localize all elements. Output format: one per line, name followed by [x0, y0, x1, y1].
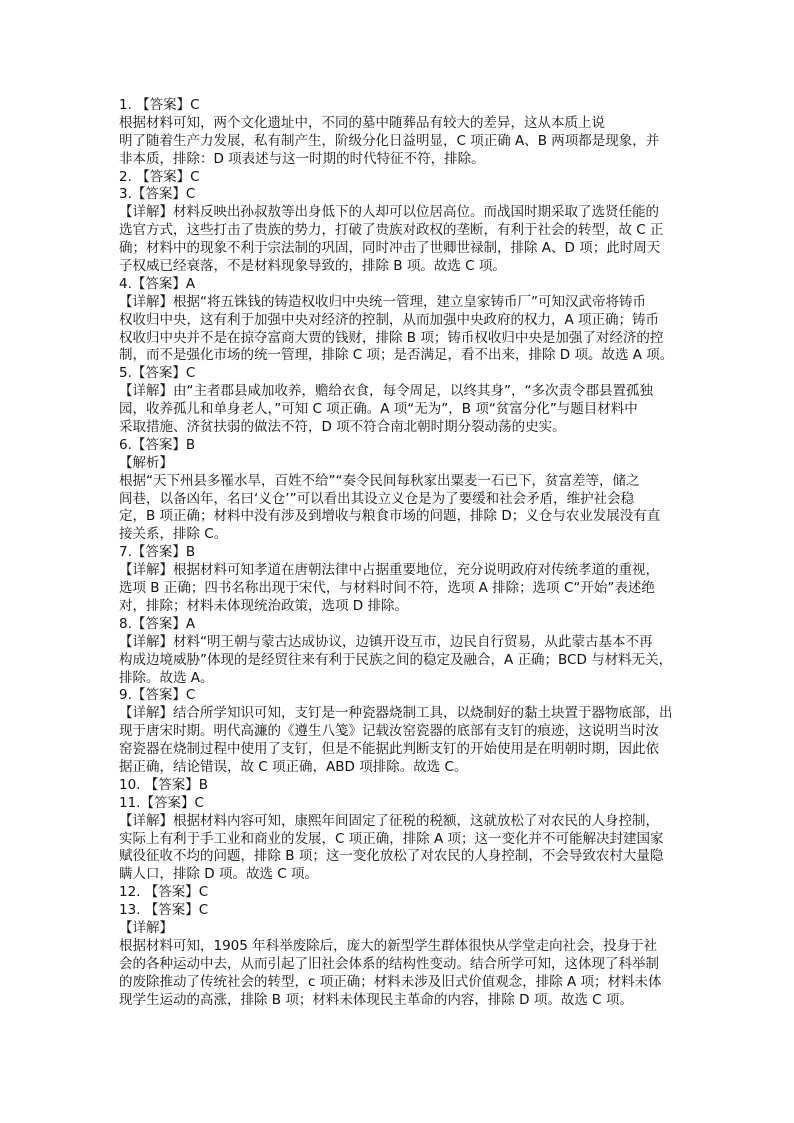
- answer-line: 1. 【答案】C: [119, 97, 200, 113]
- answer-line: 权收归中央，这有利于加强中央对经济的控制，从而加强中央政府的权力，A 项正确；铸币: [119, 311, 660, 328]
- answer-line: 园，收养孤儿和单身老人，”可知 C 项正确。A 项“无为”，B 项“贫富分化”与题目材料中: [119, 401, 638, 418]
- answer-line: 实际上有利于手工业和商业的发展，C 项正确，排除 A 项；这一变化并不可能解决封建国家: [119, 830, 664, 847]
- answer-line: 非本质，排除：D 项表述与这一时期的时代特征不符，排除。: [119, 150, 485, 167]
- answer-line: 【详解】由“主者郡县咸加收养，赡给衣食，每令周足，以终其身”，“多次责令郡县置孤独: [119, 383, 653, 400]
- answer-line: 制，而不是强化市场的统一管理，排除 C 项；是否满足，看不出来，排除 D 项。故选 A 项。: [119, 347, 674, 364]
- answer-line: 11.【答案】C: [119, 794, 204, 811]
- answer-line: 【详解】: [119, 919, 173, 936]
- answer-line: 据正确，结论错误，故 C 项正确，ABD 项排除。故选 C。: [119, 758, 468, 775]
- answer-line: 2. 【答案】C: [119, 168, 200, 185]
- answer-line: 接关系，排除 C。: [119, 526, 228, 543]
- answer-line: 8.【答案】A: [119, 615, 196, 632]
- answer-line: 会的各种运动中去，从而引起了旧社会体系的结构性变动。结合所学可知，这体现了科举制: [119, 955, 659, 972]
- answer-line: 根据“天下州县多罹水旱，百姓不给”“奏令民间每秋家出粟麦一石已下，贫富差等，储之: [119, 472, 640, 489]
- answer-line: 赋役征收不均的问题，排除 B 项；这一变化放松了对农民的人身控制，不会导致农村大量隐: [119, 848, 664, 865]
- answer-line: 【解析】: [119, 454, 173, 471]
- answer-line: 13. 【答案】C: [119, 902, 209, 919]
- answer-line: 构成边境威胁”体现的是经贸往来有利于民族之间的稳定及融合，A 正确；BCD 与材料无关，: [119, 651, 673, 668]
- answer-line: 闾巷，以备凶年，名曰‘义仓’”可以看出其设立义仓是为了要缓和社会矛盾，维护社会稳: [119, 490, 635, 507]
- answer-line: 5.【答案】C: [119, 365, 196, 382]
- answer-line: 【详解】根据材料内容可知，康熙年间固定了征税的税额，这就放松了对农民的人身控制，: [119, 812, 659, 829]
- answer-line: 明了随着生产力发展，私有制产生，阶级分化日益明显，C 项正确 A、B 两项都是现象，并: [119, 132, 660, 149]
- answer-line: 9.【答案】C: [119, 687, 196, 704]
- answer-line: 【详解】结合所学知识可知，支钉是一种瓷器烧制工具，以烧制好的黏土块置于器物底部，出: [119, 705, 673, 722]
- answer-line: 对，排除；材料未体现统治政策，选项 D 排除。: [119, 597, 408, 614]
- answer-line: 窑瓷器在烧制过程中使用了支钉，但是不能据此判断支钉的开始使用是在明朝时期，因此依: [119, 741, 659, 758]
- answer-line: 12. 【答案】C: [119, 884, 209, 901]
- answer-line: 根据材料可知，两个文化遗址中，不同的墓中随葬品有较大的差异，这从本质上说: [119, 114, 605, 131]
- answer-line: 4.【答案】A: [119, 275, 196, 292]
- answer-line: 选项 B 正确；四书名称出现于宋代，与材料时间不符，选项 A 排除；选项 C“开始”表述绝: [119, 580, 655, 597]
- answer-line: 排除。故选 A。: [119, 669, 214, 686]
- answer-document: [119, 97, 679, 1009]
- answer-line: 根据材料可知，1905 年科举废除后，庞大的新型学生群体很快从学堂走向社会，投身于社: [119, 937, 658, 954]
- answer-line: 定，B 项正确；材料中没有涉及到增收与粮食市场的问题，排除 D；义仓与农业发展没有直: [119, 508, 661, 525]
- answer-line: 瞒人口，排除 D 项。故选 C 项。: [119, 866, 318, 883]
- answer-line: 现学生运动的高涨，排除 B 项；材料未体现民主革命的内容，排除 D 项。故选 C 项。: [119, 991, 633, 1008]
- answer-line: 权收归中央并不是在掠夺富商大贾的钱财，排除 B 项；铸币权收归中央是加强了对经济的控: [119, 329, 664, 346]
- answer-line: 采取措施、济贫扶弱的做法不符，D 项不符合南北朝时期分裂动荡的史实。: [119, 419, 566, 436]
- answer-line: 10. 【答案】B: [119, 776, 209, 793]
- answer-line: 【详解】材料“明王朝与蒙古达成协议，边镇开设互市，边民自行贸易，从此蒙古基本不再: [119, 633, 653, 650]
- answer-line: 3.【答案】C: [119, 186, 196, 203]
- answer-line: 选官方式，这些打击了贵族的势力，打破了贵族对政权的垄断，有利于社会的转型，故 C 正: [119, 222, 664, 239]
- answer-line: 确；材料中的现象不利于宗法制的巩固，同时冲击了世卿世禄制，排除 A、D 项；此时周天: [119, 240, 661, 257]
- answer-line: 6.【答案】B: [119, 436, 196, 453]
- answer-line: 【详解】根据材料可知孝道在唐朝法律中占据重要地位，充分说明政府对传统孝道的重视，: [119, 562, 659, 579]
- answer-line: 现于唐宋时期。明代高濂的《遵生八笺》记载汝窑瓷器的底部有支钉的痕迹，这说明当时汝: [119, 723, 659, 740]
- answer-line: 的废除推动了传统社会的转型，c 项正确；材料未涉及旧式价值观念，排除 A 项；材料未体: [119, 973, 662, 990]
- answer-line: 子权威已经衰落，不是材料现象导致的，排除 B 项。故选 C 项。: [119, 258, 506, 275]
- answer-line: 【详解】根据“将五铢钱的铸造权收归中央统一管理，建立皇家铸币厂”可知汉武帝将铸币: [119, 293, 646, 310]
- answer-line: 7.【答案】B: [119, 544, 196, 561]
- answer-line: 【详解】材料反映出孙叔敖等出身低下的人却可以位居高位。而战国时期采取了选贤任能的: [119, 204, 659, 221]
